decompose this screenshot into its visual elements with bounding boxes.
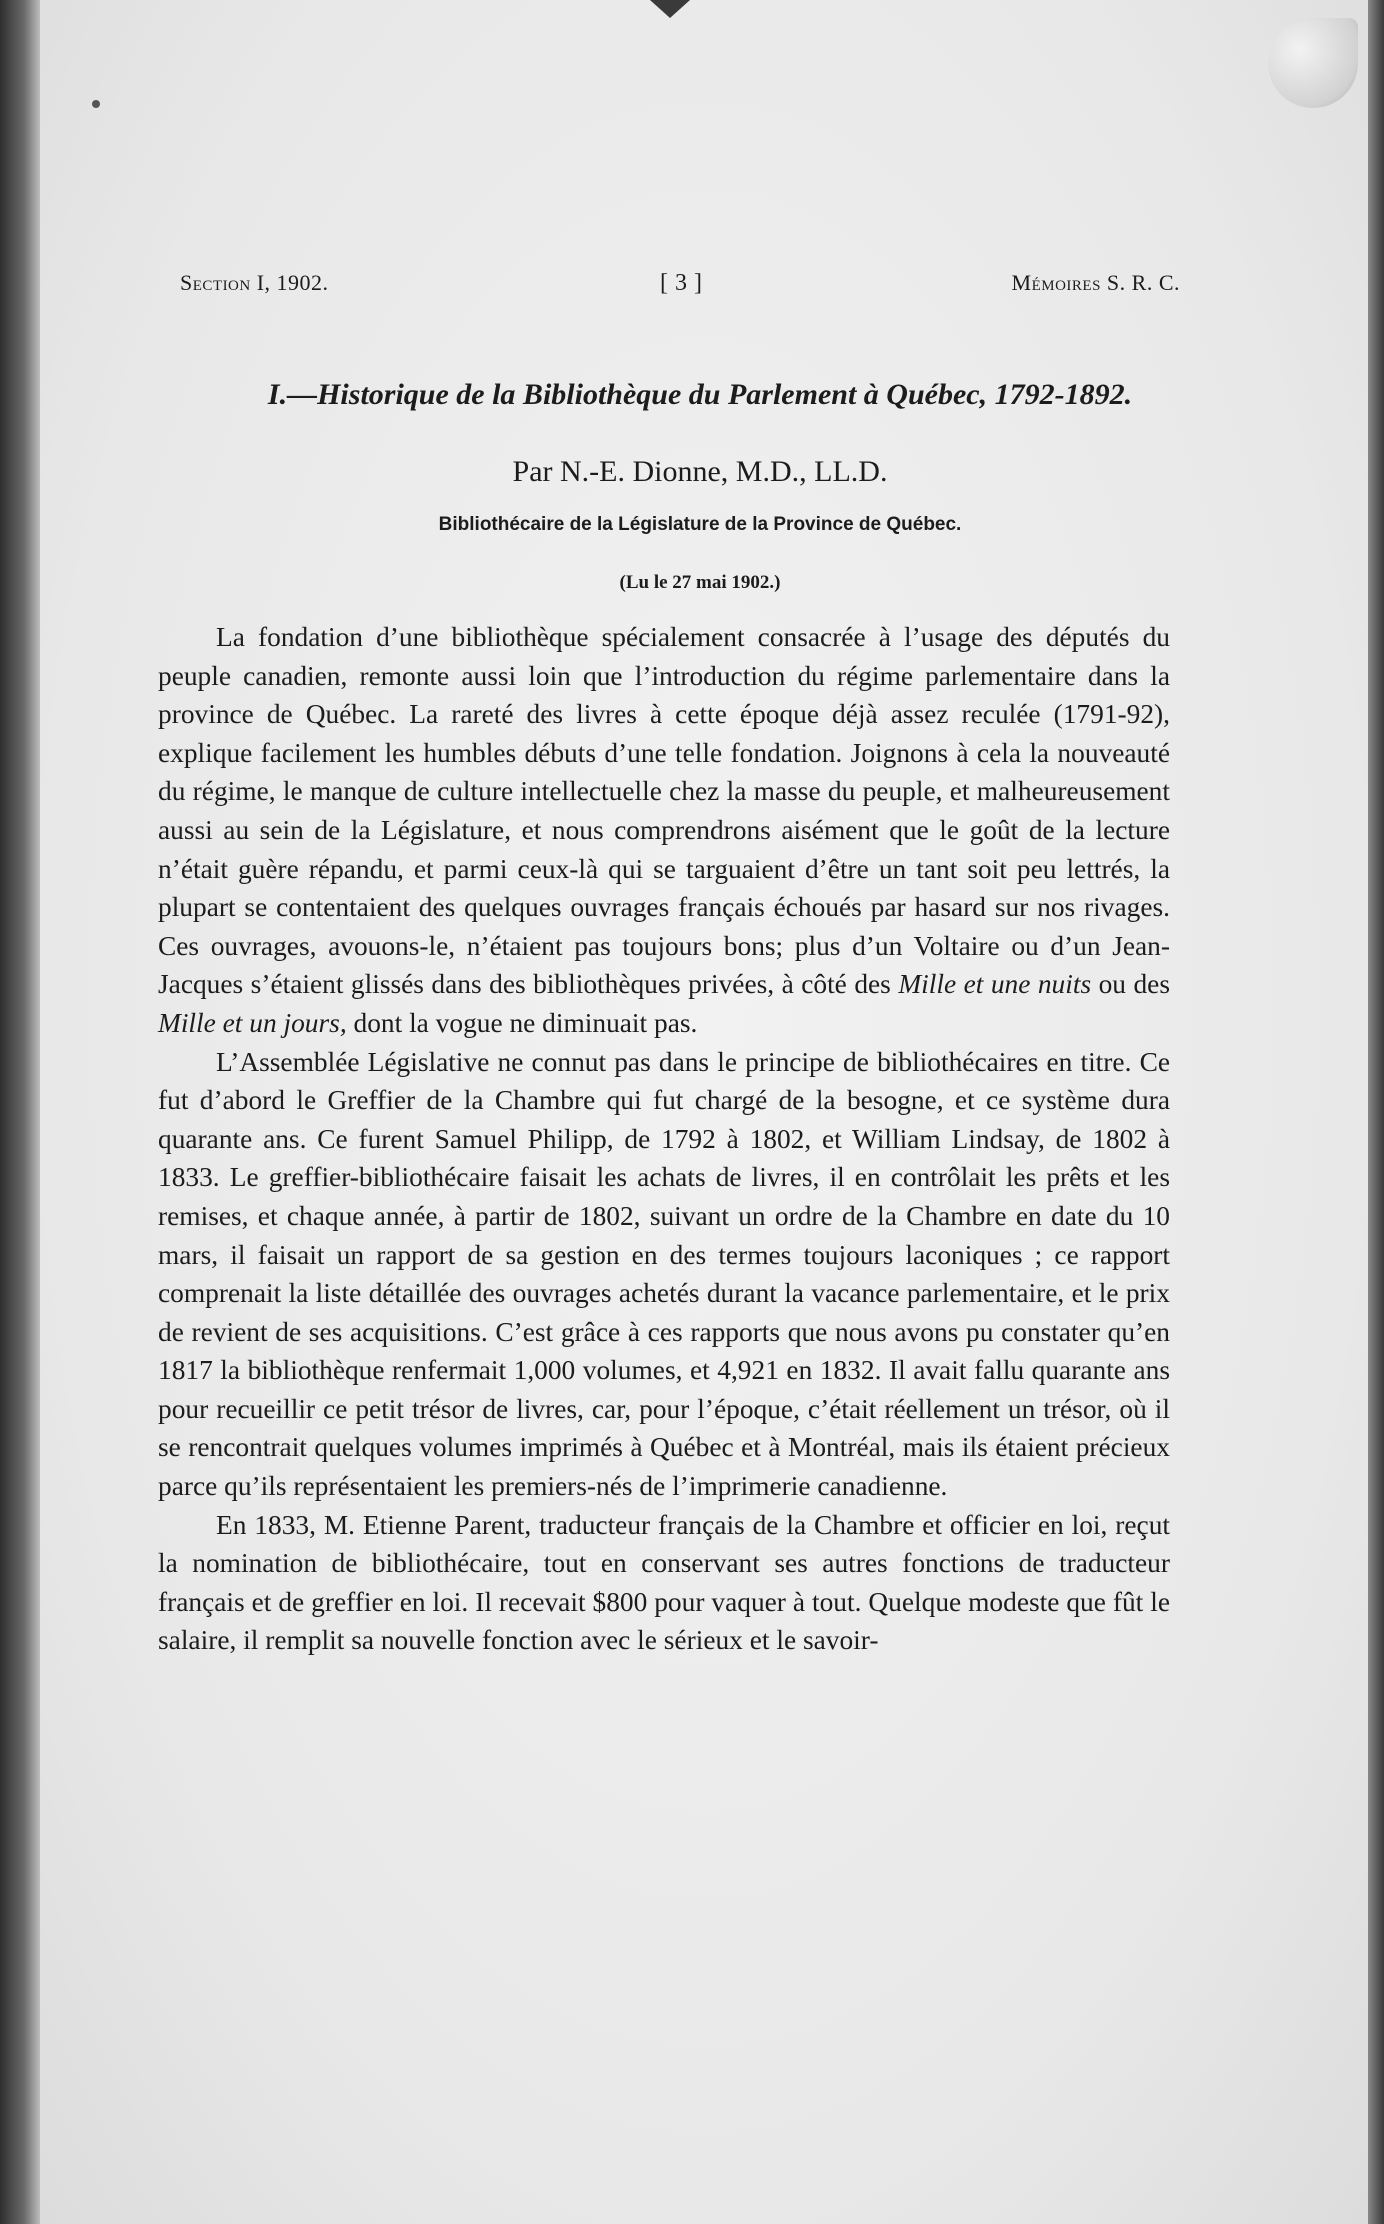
page-corner-fold [1268,18,1358,108]
scan-right-edge [1368,0,1384,2224]
italic-title-mille-jours: Mille et un jours, [158,1007,347,1038]
paragraph-2: L’Assemblée Législative ne connut pas dans le principe de bibliothécaires en titre. Ce fut d’abord le Greffier de la Chambre qui fut chargé de la besogne, et ce système dura quarante ans. Ce furent Samuel Philipp, de 1792 à 1802, et William Lindsay, de 1802 à 1833. Le greffier-bibliothécaire faisait les achats de livres, il en contrôlait les prêts et les remises, et chaque année, à partir de 1802, suivant un ordre de la Chambre en date du 10 mars, il faisait un rapport de sa gestion en des termes toujours laconiques ; ce rapport comprenait la liste détaillée des ouvrages achetés durant la vacance parlementaire, et le prix de revient de ses acquisitions. C’est grâce à ces rapports que nous avons pu constater qu’en 1817 la bibliothèque renfermait 1,000 volumes, et 4,921 en 1832. Il avait fallu quarante ans pour recueillir ce petit trésor de livres, car, pour l’époque, c’était réellement un trésor, où il se rencontrait quelques volumes imprimés à Québec et à Montréal, mais ils étaient précieux parce qu’ils représentaient les premiers-nés de l’imprimerie canadienne. [158,1046,1170,1502]
paragraph-1-end: dont la vogue ne diminuait pas. [346,1007,698,1038]
scan-speck [92,100,100,108]
document-page [40,0,1368,2224]
binding-notch [650,0,690,18]
header-page-number: [ 3 ] [660,270,703,296]
paragraph-1-text: La fondation d’une bibliothèque spécialement consacrée à l’usage des députés du peuple canadien, remonte aussi loin que l’introduction du régime parlementaire dans la province de Québec. La rareté des livres à cette époque déjà assez reculée (1791-92), explique facilement les humbles débuts d’une telle fondation. Joignons à cela la nouveauté du régime, le manque de culture intellectuelle chez la masse du peuple, et malheureusement aussi au sein de la Législature, et nous comprendrons aisément que le goût de la lecture n’était guère répandu, et parmi ceux-là qui se targuaient d’être un tant soit peu lettrés, la plupart se contentaient des quelques ouvrages français échoués par hasard sur nos rivages. Ces ouvrages, avouons-le, n’étaient pas toujours bons; plus d’un Voltaire ou d’un Jean-Jacques s’étaient glissés dans des bibliothèques privées, à côté des [158,622,1170,1000]
paragraph-1-connector: ou des [1091,969,1170,1000]
paragraph-3: En 1833, M. Etienne Parent, traducteur français de la Chambre et officier en loi, reçut la nomination de bibliothécaire, tout en conservant ses autres fonctions de traducteur français et de greffier en loi. Il recevait $800 pour vaquer à tout. Quelque modeste que fût le salaire, il remplit sa nouvelle fonction avec le sérieux et le savoir- [158,1509,1170,1656]
header-journal: Mémoires S. R. C. [1011,270,1180,295]
read-date: (Lu le 27 mai 1902.) [619,572,781,593]
article-title: I.—Historique de la Bibliothèque du Parlement à Québec, 1792-1892. [267,378,1133,411]
author-affiliation: Bibliothécaire de la Législature de la Province de Québec. [438,514,962,535]
article-body [158,618,1170,1660]
article-author: Par N.-E. Dionne, M.D., LL.D. [512,455,888,488]
header-section: Section I, 1902. [180,270,329,295]
paragraph-1 [158,618,1170,1043]
italic-title-mille-nuits: Mille et une nuits [898,969,1092,1000]
scan-left-edge [0,0,40,2224]
running-head [180,270,1180,310]
